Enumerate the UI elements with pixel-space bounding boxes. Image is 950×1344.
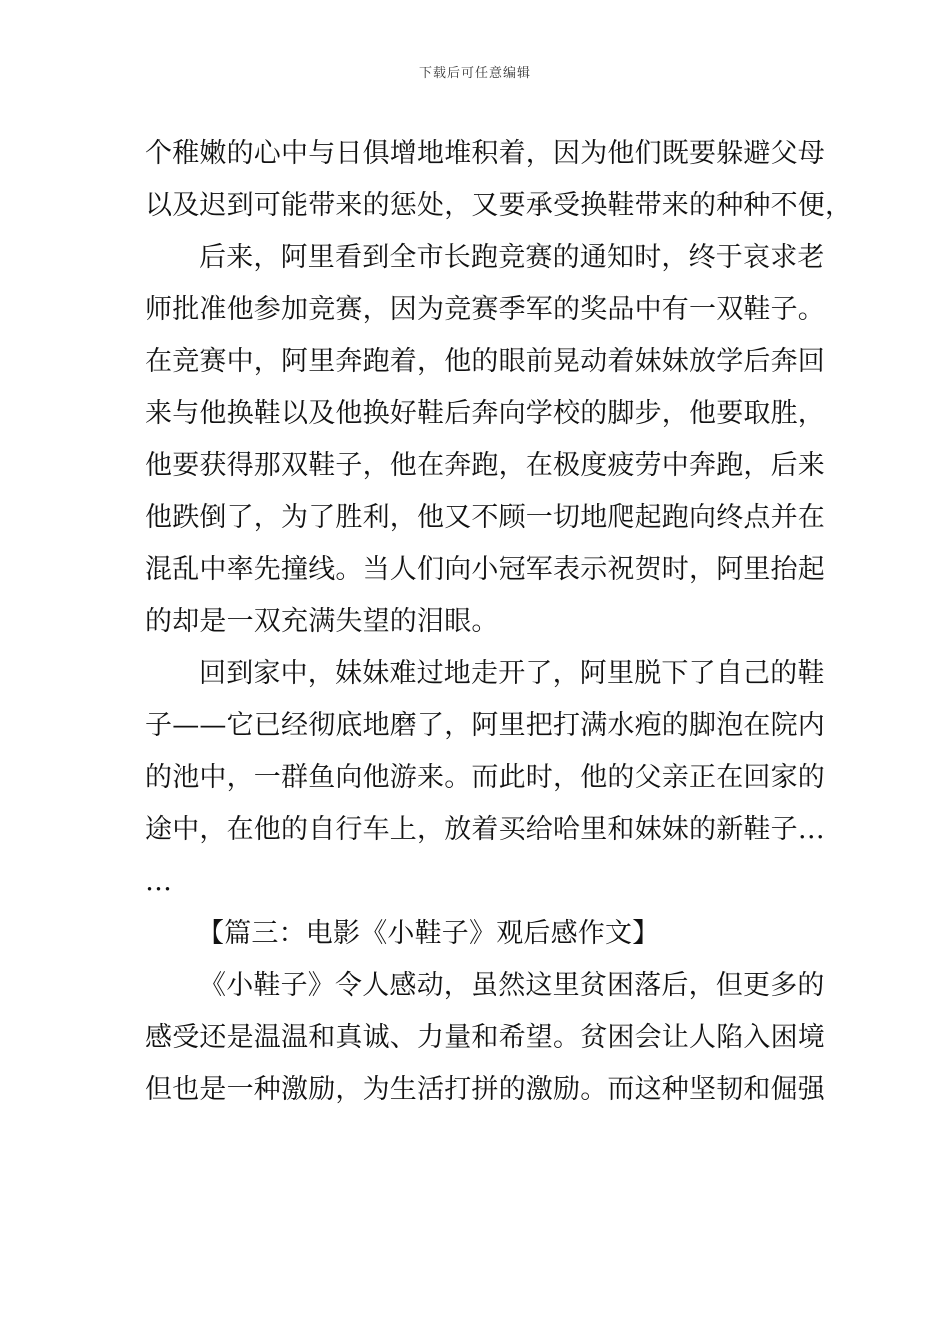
text-line: 感受还是温温和真诚、力量和希望。贫困会让人陷入困境 [145,1022,825,1053]
paragraph-start-line: 回到家中，妹妹难过地走开了，阿里脱下了自己的鞋 [199,658,825,689]
body-text [145,128,853,1116]
text-line: … [145,866,173,897]
section-title: 【篇三：电影《小鞋子》观后感作文】 [197,918,660,949]
text-line: 子——它已经彻底地磨了，阿里把打满水疱的脚泡在院内 [145,710,825,741]
text-line: 个稚嫩的心中与日俱增地堆积着，因为他们既要躲避父母 [145,138,825,169]
text-line: 混乱中率先撞线。当人们向小冠军表示祝贺时，阿里抬起 [145,554,825,585]
text-line: 他跌倒了，为了胜利，他又不顾一切地爬起跑向终点并在 [145,502,825,533]
paragraph-start-line: 《小鞋子》令人感动，虽然这里贫困落后，但更多的 [199,970,825,1001]
text-line: 在竞赛中，阿里奔跑着，他的眼前晃动着妹妹放学后奔回 [145,346,825,377]
paragraph-start-line: 后来，阿里看到全市长跑竞赛的通知时，终于哀求老 [199,242,825,273]
text-line: 的却是一双充满失望的泪眼。 [145,606,499,637]
text-line: 来与他换鞋以及他换好鞋后奔向学校的脚步，他要取胜， [145,398,825,429]
text-line: 的池中，一群鱼向他游来。而此时，他的父亲正在回家的 [145,762,825,793]
text-line: 他要获得那双鞋子，他在奔跑，在极度疲劳中奔跑，后来 [145,450,825,481]
text-line: 师批准他参加竞赛，因为竞赛季军的奖品中有一双鞋子。 [145,294,825,325]
text-line: 但也是一种激励，为生活打拼的激励。而这种坚韧和倔强 [145,1074,825,1105]
text-line: 途中，在他的自行车上，放着买给哈里和妹妹的新鞋子… [145,814,825,845]
text-line: 以及迟到可能带来的惩处，又要承受换鞋带来的种种不便， [145,190,853,221]
header-note: 下载后可任意编辑 [418,66,531,81]
